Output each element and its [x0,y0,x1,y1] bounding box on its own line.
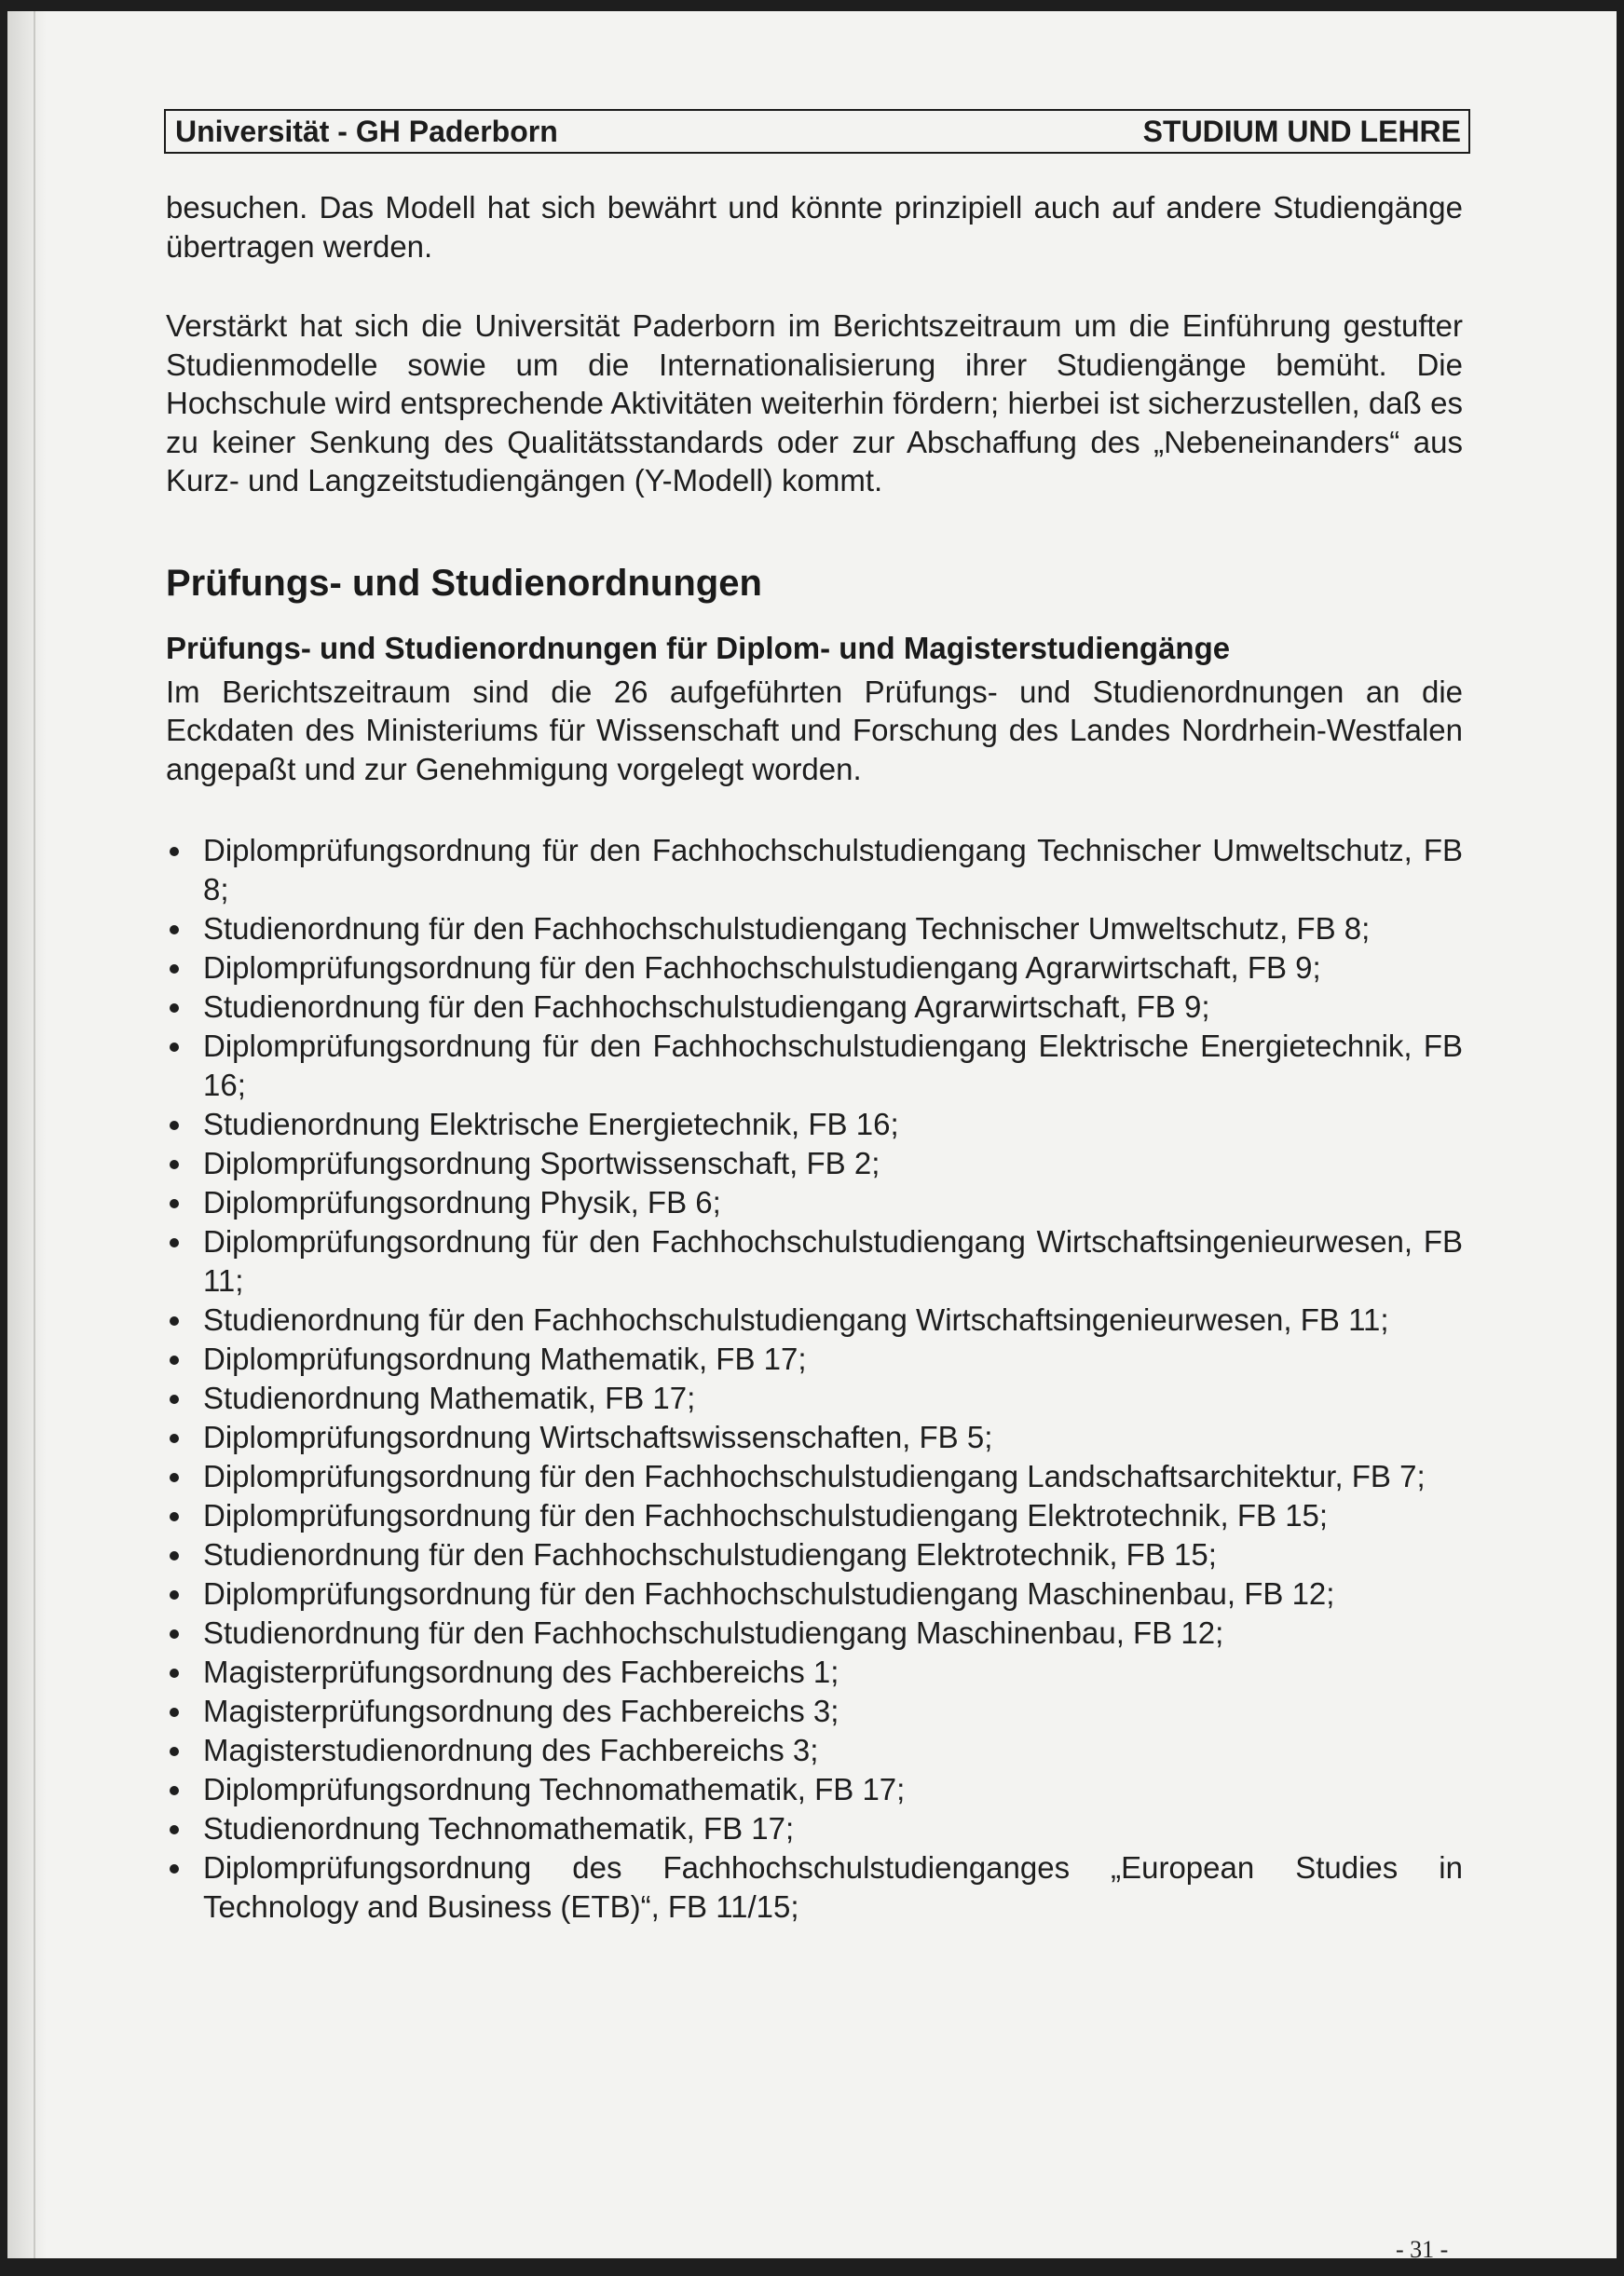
page-number: - 31 - [1396,2236,1449,2258]
list-item: Studienordnung für den Fachhochschulstudiengang Technischer Umweltschutz, FB 8; [166,909,1463,948]
paragraph-internationalization: Verstärkt hat sich die Universität Paderborn im Berichtszeitraum um die Einführung gestufter Studienmodelle sowie um die Internationalisierung ihrer Studiengänge bemüht. Die Hochschule wird entsprechende Aktivitäten weiterhin fördern; hierbei ist sicherzustellen, daß es zu keiner Senkung des Qualitätsstandards oder zur Abschaffung des „Nebeneinanders“ aus Kurz- und Langzeitstudiengängen (Y-Modell) kommt. [166,308,1463,497]
list-item: Diplomprüfungsordnung für den Fachhochschulstudiengang Wirtschaftsingenieurwesen, FB 11; [166,1222,1463,1301]
paragraph-continuation: besuchen. Das Modell hat sich bewährt und könnte prinzipiell auch auf andere Studiengänge übertragen werden. [166,190,1463,264]
running-header [164,109,1470,154]
list-item: Diplomprüfungsordnung Sportwissenschaft, FB 2; [166,1144,1463,1183]
list-item: Studienordnung für den Fachhochschulstudiengang Maschinenbau, FB 12; [166,1614,1463,1653]
list-item: Diplomprüfungsordnung Mathematik, FB 17; [166,1340,1463,1379]
list-item: Studienordnung für den Fachhochschulstudiengang Wirtschaftsingenieurwesen, FB 11; [166,1301,1463,1340]
intro-paragraph: Im Berichtszeitraum sind die 26 aufgeführten Prüfungs- und Studienordnungen an die Eckdaten des Ministeriums für Wissenschaft und Forschung des Landes Nordrhein-Westfalen angepaßt und zur Genehmigung vorgelegt worden. [166,674,1463,786]
list-item: Magisterprüfungsordnung des Fachbereichs 1; [166,1653,1463,1692]
page-content [166,188,1463,1927]
page-fold-line [34,11,35,2258]
regulations-list [166,831,1463,1927]
list-item: Diplomprüfungsordnung für den Fachhochschulstudiengang Maschinenbau, FB 12; [166,1574,1463,1614]
list-item: Studienordnung für den Fachhochschulstudiengang Agrarwirtschaft, FB 9; [166,988,1463,1027]
document-page [7,11,1617,2258]
list-item: Studienordnung für den Fachhochschulstudiengang Elektrotechnik, FB 15; [166,1535,1463,1574]
list-item: Diplomprüfungsordnung für den Fachhochschulstudiengang Landschaftsarchitektur, FB 7; [166,1457,1463,1496]
list-item: Studienordnung Technomathematik, FB 17; [166,1809,1463,1848]
list-item: Magisterstudienordnung des Fachbereichs 3; [166,1731,1463,1770]
list-item: Diplomprüfungsordnung für den Fachhochschulstudiengang Technischer Umweltschutz, FB 8; [166,831,1463,909]
page-spine-shadow [7,11,47,2258]
list-item: Diplomprüfungsordnung Wirtschaftswissenschaften, FB 5; [166,1418,1463,1457]
list-item: Diplomprüfungsordnung Technomathematik, FB 17; [166,1770,1463,1809]
section-title: Prüfungs- und Studienordnungen [166,562,762,604]
list-item: Diplomprüfungsordnung für den Fachhochschulstudiengang Elektrische Energietechnik, FB 16; [166,1027,1463,1105]
header-institution: Universität - GH Paderborn [175,114,558,148]
list-item: Diplomprüfungsordnung des Fachhochschulstudienganges „European Studies in Technology and Business (ETB)“, FB 11/15; [166,1848,1463,1927]
header-section: STUDIUM UND LEHRE [1142,114,1461,148]
list-item: Studienordnung Mathematik, FB 17; [166,1379,1463,1418]
list-item: Diplomprüfungsordnung für den Fachhochschulstudiengang Elektrotechnik, FB 15; [166,1496,1463,1535]
subsection-title: Prüfungs- und Studienordnungen für Diplom- und Magisterstudiengänge [166,630,1231,665]
list-item: Diplomprüfungsordnung für den Fachhochschulstudiengang Agrarwirtschaft, FB 9; [166,948,1463,988]
list-item: Diplomprüfungsordnung Physik, FB 6; [166,1183,1463,1222]
list-item: Studienordnung Elektrische Energietechnik, FB 16; [166,1105,1463,1144]
list-item: Magisterprüfungsordnung des Fachbereichs 3; [166,1692,1463,1731]
